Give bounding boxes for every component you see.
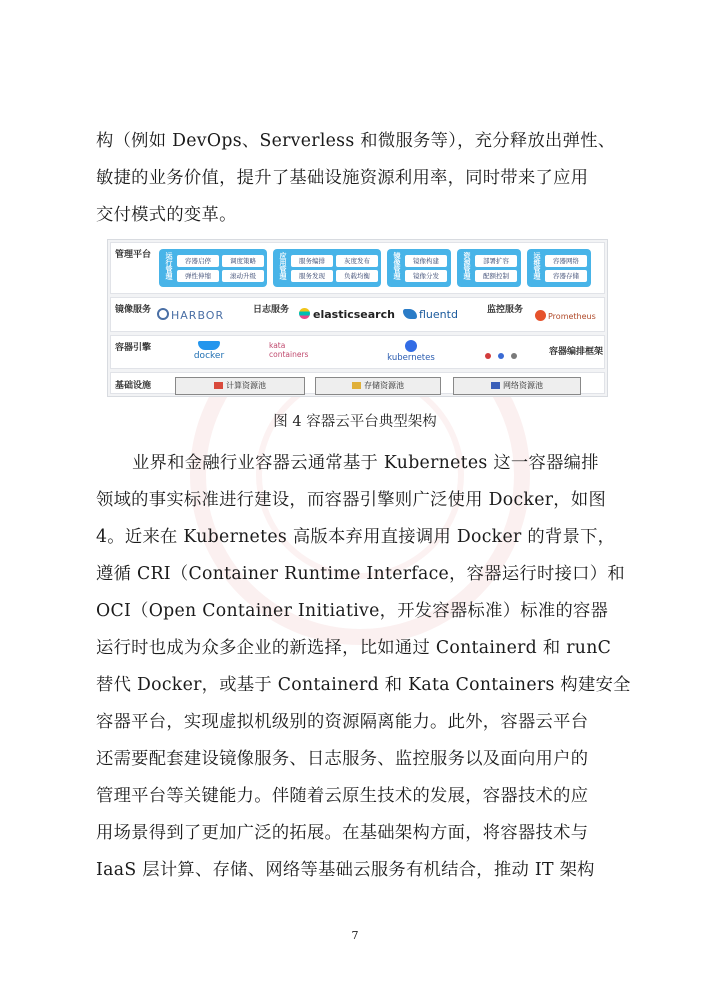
chip: 弹性伸缩: [177, 270, 219, 282]
chip: 容器网络: [545, 255, 587, 267]
text-line: 构（例如 DevOps、Serverless 和微服务等），充分释放出弹性、: [96, 131, 616, 151]
mgmt-group-resource: [457, 249, 521, 287]
group-title: 镜像管理: [393, 252, 401, 280]
chip: 调度策略: [222, 255, 264, 267]
orchestration-dot-icon: [498, 353, 504, 359]
text-line: 替代 Docker，或基于 Containerd 和 Kata Containers 构建安全: [96, 675, 631, 695]
text-line: 管理平台等关键能力。伴随着云原生技术的发展，容器技术的应: [96, 786, 589, 806]
management-row: [110, 242, 605, 294]
image-service-label: 镜像服务: [115, 305, 152, 315]
group-title: 应用管理: [279, 252, 287, 280]
page-number: 7: [351, 929, 359, 942]
engine-label: 容器引擎: [115, 343, 152, 353]
infra-row: [110, 372, 605, 394]
orchestration-icons: [485, 344, 517, 363]
mgmt-group-ops: [527, 249, 591, 287]
text-line: 容器平台，实现虚拟机级别的资源隔离能力。此外，容器云平台: [96, 712, 589, 732]
mgmt-group-image: [387, 249, 451, 287]
elasticsearch-icon: [299, 308, 310, 319]
text-line: 领域的事实标准进行建设，而容器引擎则广泛使用 Docker，如图: [96, 490, 607, 510]
network-icon: [491, 382, 500, 389]
kata-logo: kata containers: [269, 341, 309, 359]
infra-label: 基础设施: [115, 381, 152, 391]
fluentd-logo: fluentd: [403, 308, 458, 321]
fluentd-icon: [403, 309, 417, 319]
prometheus-icon: [535, 310, 546, 321]
chip: 负载均衡: [336, 270, 378, 282]
chip: 灰度发布: [336, 255, 378, 267]
text-line: 交付模式的变革。: [96, 205, 237, 225]
compute-icon: [214, 382, 223, 389]
log-service-label: 日志服务: [253, 305, 290, 315]
harbor-icon: [157, 308, 169, 320]
chip: 配额控制: [475, 270, 517, 282]
monitor-service-label: 监控服务: [487, 305, 524, 315]
services-row: [110, 297, 605, 332]
group-title: 运行管理: [165, 252, 173, 280]
orchestration-dot-icon: [511, 353, 517, 359]
chip: 容器存储: [545, 270, 587, 282]
text-line: IaaS 层计算、存储、网络等基础云服务有机结合，推动 IT 架构: [96, 860, 595, 880]
storage-pool: 存储资源池: [315, 377, 441, 395]
engine-row: [110, 335, 605, 369]
chip: 镜像构建: [405, 255, 447, 267]
chip: 服务发现: [291, 270, 333, 282]
management-label: 管理平台: [115, 250, 152, 260]
figure-caption: 图 4 容器云平台典型架构: [273, 414, 437, 430]
text-line: 4。近来在 Kubernetes 高版本弃用直接调用 Docker 的背景下，: [96, 527, 616, 547]
text-line: 业界和金融行业容器云通常基于 Kubernetes 这一容器编排: [132, 453, 599, 473]
text-line: 敏捷的业务价值，提升了基础设施资源利用率，同时带来了应用: [96, 168, 589, 188]
architecture-diagram: [107, 239, 608, 397]
network-pool: 网络资源池: [453, 377, 581, 395]
storage-icon: [352, 382, 361, 389]
chip: 部署扩容: [475, 255, 517, 267]
chip: 服务编排: [291, 255, 333, 267]
harbor-logo: HARBOR: [157, 308, 224, 322]
text-line: 用场景得到了更加广泛的拓展。在基础架构方面，将容器技术与: [96, 823, 589, 843]
docker-whale-icon: [198, 341, 220, 350]
prometheus-logo: Prometheus: [535, 310, 596, 321]
chip: 滚动升级: [222, 270, 264, 282]
group-title: 资源管理: [463, 252, 471, 280]
compute-pool: 计算资源池: [175, 377, 305, 395]
kubernetes-logo: kubernetes: [383, 340, 439, 363]
mgmt-group-app: [273, 249, 381, 287]
orchestration-label: 容器编排框架: [549, 347, 604, 357]
text-line: OCI（Open Container Initiative，开发容器标准）标准的容器: [96, 601, 609, 621]
text-line: 遵循 CRI（Container Runtime Interface，容器运行时接口）和: [96, 564, 625, 584]
docker-logo: docker: [189, 341, 229, 361]
kubernetes-wheel-icon: [405, 340, 417, 352]
text-line: 运行时也成为众多企业的新选择，比如通过 Containerd 和 runC: [96, 638, 612, 658]
orchestration-dot-icon: [485, 353, 491, 359]
mgmt-group-run: [159, 249, 267, 287]
group-title: 运维管理: [533, 252, 541, 280]
chip: 镜像分发: [405, 270, 447, 282]
elasticsearch-logo: elasticsearch: [299, 308, 395, 321]
chip: 容器启停: [177, 255, 219, 267]
text-line: 还需要配套建设镜像服务、日志服务、监控服务以及面向用户的: [96, 749, 589, 769]
